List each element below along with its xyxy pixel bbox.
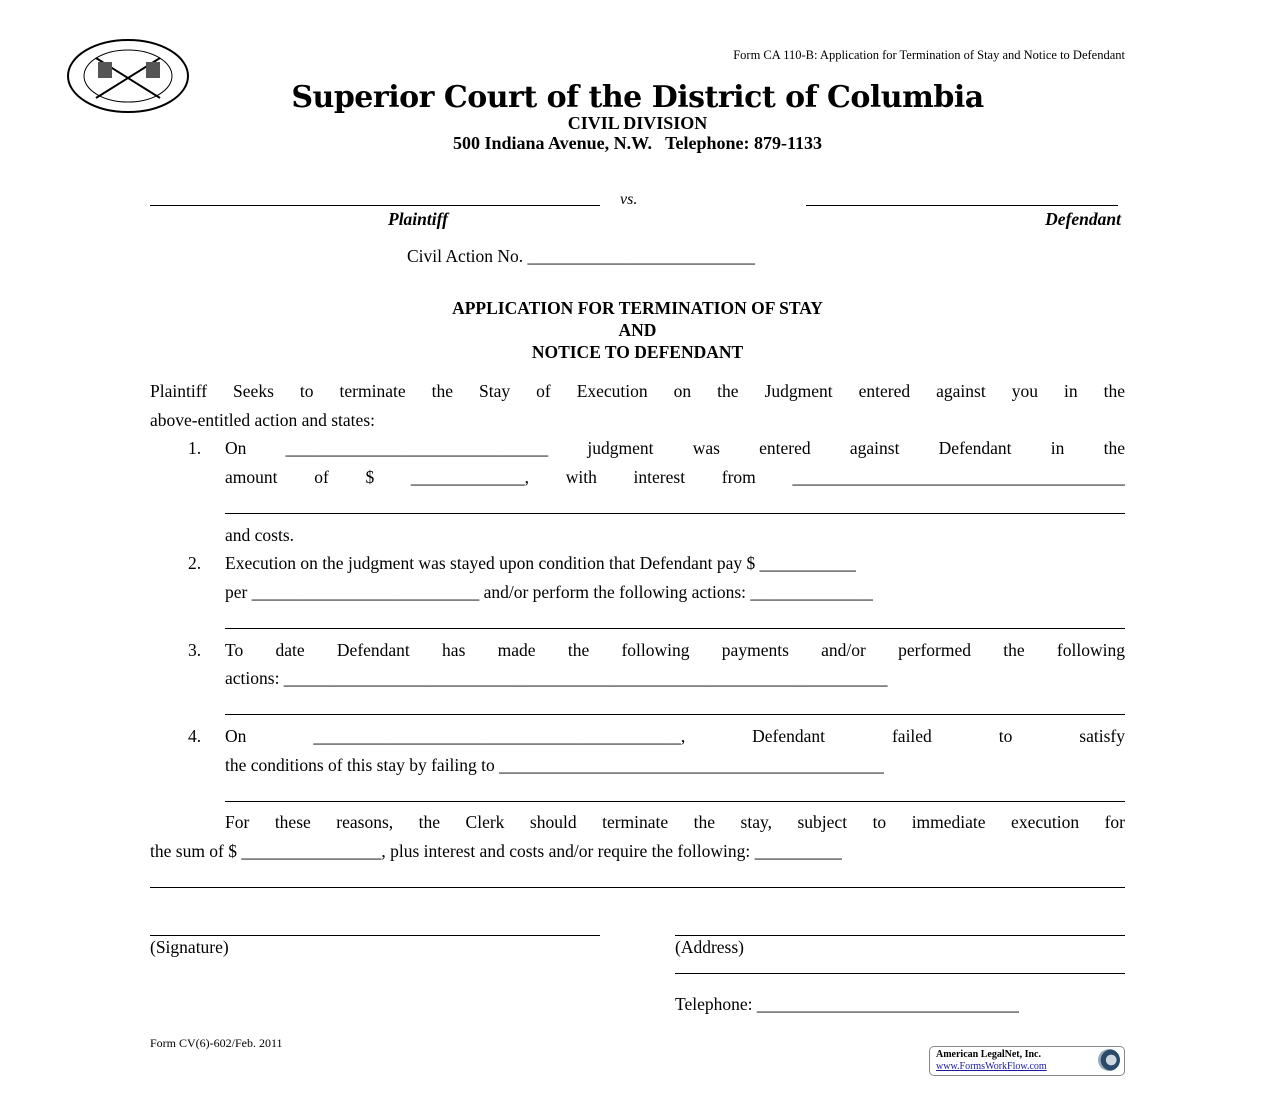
item-2-number: 2. [188, 553, 202, 573]
plaintiff-label: Plaintiff [388, 209, 448, 229]
item-3-blank-line[interactable] [225, 714, 1125, 715]
item-2-blank-line[interactable] [225, 628, 1125, 629]
item-1-number: 1. [188, 438, 202, 458]
vendor-logo-icon [1098, 1049, 1120, 1071]
item-3-line[interactable]: actions: _____________________________________________________________________ [225, 668, 888, 688]
reasons-blank-line[interactable] [150, 887, 1125, 888]
plaintiff-field[interactable] [150, 205, 600, 206]
item-3-number: 3. [188, 640, 202, 660]
item-4-blank-line[interactable] [225, 801, 1125, 802]
telephone-field[interactable]: Telephone: ______________________________ [675, 994, 1020, 1014]
intro-line-1: Plaintiff Seeks to terminate the Stay of Execution on the Judgment entered against you in the [150, 381, 1125, 401]
address-field-2[interactable] [675, 973, 1125, 974]
item-1-line[interactable]: amount of $ _____________, with interest from ______________________________________ [225, 467, 1125, 487]
signature-label: (Signature) [150, 937, 229, 957]
division: CIVIL DIVISION [567, 113, 708, 133]
item-4-line[interactable]: On __________________________________________, Defendant failed to satisfy [225, 726, 1125, 746]
vs-label: vs. [620, 191, 638, 208]
vendor-name: American LegalNet, Inc. [936, 1049, 1041, 1060]
vendor-badge [929, 1046, 1125, 1076]
vendor-link[interactable]: www.FormsWorkFlow.com [936, 1061, 1047, 1072]
defendant-field[interactable] [806, 205, 1118, 206]
reasons-line-1: For these reasons, the Clerk should terminate the stay, subject to immediate execution for [225, 812, 1125, 832]
item-2-line[interactable]: Execution on the judgment was stayed upon condition that Defendant pay $ ___________ [225, 553, 856, 573]
item-1-blank-line[interactable] [225, 513, 1125, 514]
form-reference: Form CA 110-B: Application for Termination of Stay and Notice to Defendant [733, 48, 1125, 62]
item-3-line: To date Defendant has made the following payments and/or performed the following [225, 640, 1125, 660]
reasons-line-2[interactable]: the sum of $ ________________, plus interest and costs and/or require the following: __________ [150, 841, 843, 861]
item-4-line[interactable]: the conditions of this stay by failing to ____________________________________________ [225, 755, 885, 775]
item-1-line[interactable]: On ______________________________ judgment was entered against Defendant in the [225, 438, 1125, 458]
form-code: Form CV(6)-602/Feb. 2011 [150, 1036, 283, 1050]
civil-action-field[interactable]: Civil Action No. __________________________ [407, 246, 756, 266]
item-4-number: 4. [188, 726, 202, 746]
court-address: 500 Indiana Avenue, N.W. Telephone: 879-1133 [452, 133, 823, 153]
address-label: (Address) [675, 937, 745, 957]
intro-line-2: above-entitled action and states: [150, 410, 375, 430]
item-2-line[interactable]: per __________________________ and/or perform the following actions: ______________ [225, 582, 873, 602]
defendant-label: Defendant [1045, 209, 1121, 229]
title-line-1: APPLICATION FOR TERMINATION OF STAY [452, 298, 823, 318]
title-line-2: AND [618, 320, 657, 340]
item-1-line: and costs. [225, 525, 295, 545]
court-name: Superior Court of the District of Columbia [291, 80, 984, 115]
title-line-3: NOTICE TO DEFENDANT [531, 342, 744, 362]
